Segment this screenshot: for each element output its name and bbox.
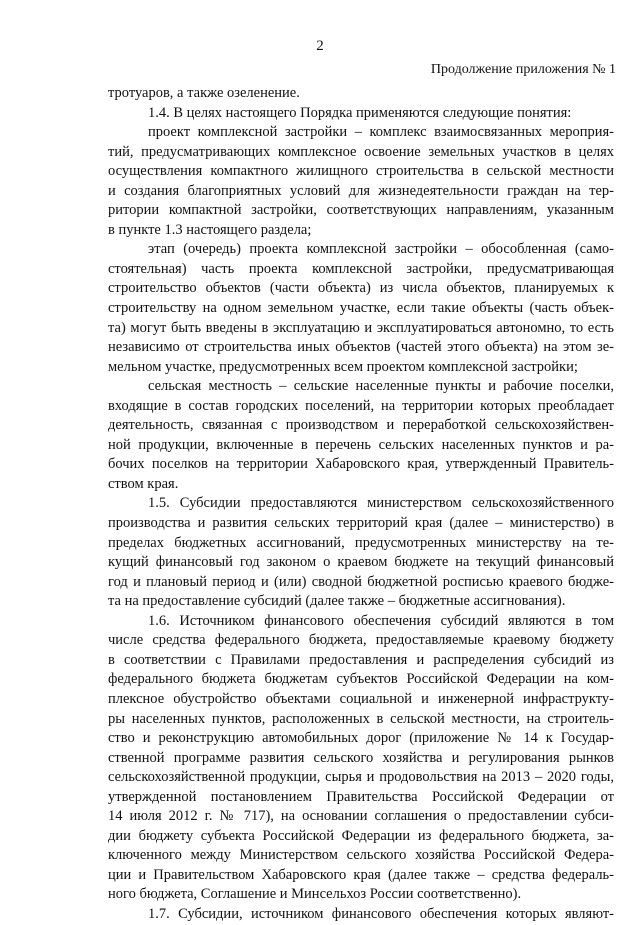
text-line: и создания благоприятных условий для жизнедеятельности граждан на тер- [108,182,614,199]
text-line: входящие в состав городских поселений, на территории которых преобладает [108,397,614,414]
text-line: 1.7. Субсидии, источником финансового обеспечения которых являют- [148,905,614,922]
text-line: производства и развития сельских территорий края (далее – министерство) в [108,515,614,532]
text-line: строительство объектов (части объекта) из числа объектов, планируемых к [108,280,614,297]
text-line: сельскохозяйственной продукции, сырья и продовольствия на 2013 – 2020 годы, [108,769,614,786]
text-line: год и плановый период и (или) сводной бюджетной росписью краевого бюдже- [108,573,614,590]
text-line: ством края. [108,475,179,492]
text-line: 14 июля 2012 г. № 717), на основании соглашения о предоставлении субси- [108,808,614,825]
text-line: в пункте 1.3 настоящего раздела; [108,221,312,238]
appendix-continuation-note: Продолжение приложения № 1 [430,62,616,77]
text-line: сельская местность – сельские населенные пункты и рабочие поселки, [148,378,614,395]
text-line: проект комплексной застройки – комплекс взаимосвязанных мероприя- [148,124,614,141]
text-line: ры населенных пунктов, расположенных в сельской местности, на строитель- [108,710,614,727]
page-number: 2 [316,38,324,54]
text-line: осуществления компактного жилищного строительства в сельской местности [108,163,614,180]
text-line: та) могут быть введены в эксплуатацию и эксплуатироваться автономно, то есть [108,319,614,336]
text-line: ного бюджета, Соглашение и Минсельхоз России соответственно). [108,886,522,903]
text-line: этап (очередь) проекта комплексной застройки – обособленная (само- [148,241,614,258]
text-line: тротуаров, а также озеленение. [108,85,300,101]
text-line: плексное обустройство объектами социальной и инженерной инфраструкту- [108,690,614,707]
text-line: та на предоставление субсидий (далее также – бюджетные ассигнования). [108,593,566,610]
text-line: стоятельная) часть проекта комплексной застройки, предусматривающая [108,260,614,277]
text-line: ключенного между Министерством сельского хозяйства Российской Федера- [108,847,614,864]
text-line: тий, предусматривающих комплексное освоение земельных участков в целях [108,143,614,160]
text-line: деятельность, связанная с производством и переработкой сельскохозяйствен- [108,417,614,434]
text-line: бочих поселков на территории Хабаровского края, утвержденный Правитель- [108,456,614,473]
text-line: 1.5. Субсидии предоставляются министерством сельскохозяйственного [148,495,614,512]
text-line: ственной программе развития сельского хозяйства и регулирования рынков [108,749,614,766]
text-line: федерального бюджета бюджетам субъектов Российской Федерации на ком- [108,671,614,688]
text-line: пределах бюджетных ассигнований, предусмотренных министерству на те- [108,534,614,551]
text-line: числе средства федерального бюджета, предоставляемые краевому бюджету [108,632,614,649]
text-line: независимо от строительства иных объектов (частей этого объекта) на этом зе- [108,339,614,356]
text-line: утвержденной постановлением Правительства Российской Федерации от [108,788,614,805]
text-line: ство и реконструкцию автомобильных дорог (приложение № 14 к Государ- [108,730,614,747]
text-line: строительству на одном земельном участке, если такие объекты (часть объек- [108,300,614,317]
text-line: 1.6. Источником финансового обеспечения субсидий являются в том [148,612,614,629]
document-body [108,84,614,925]
text-line: дии бюджету субъекта Российской Федерации из федерального бюджета, за- [108,827,614,844]
text-line: мельном участке, предусмотренных всем проектом комплексной застройки; [108,358,578,375]
text-line: ной продукции, включенные в перечень сельских населенных пунктов и ра- [108,436,614,453]
text-line: 1.4. В целях настоящего Порядка применяются следующие понятия: [148,104,572,121]
text-line: кущий финансовый год законом о краевом бюджете на текущий финансовый [108,554,614,571]
text-line: ритории компактной застройки, соответствующих направлениям, указанным [108,202,614,219]
text-line: ции и Правительством Хабаровского края (далее также – средства федераль- [108,866,614,883]
text-line: в соответствии с Правилами предоставления и распределения субсидий из [108,651,614,668]
